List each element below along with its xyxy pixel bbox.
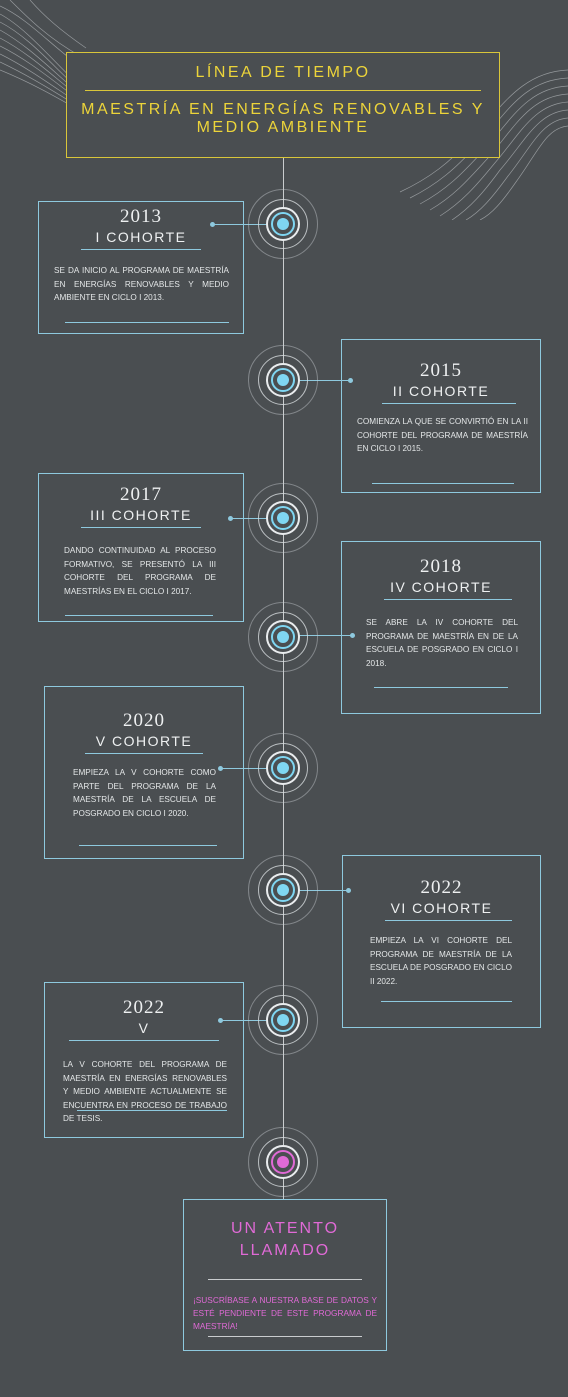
- connector-dot: [346, 888, 351, 893]
- connector-dot: [228, 516, 233, 521]
- final-call-card: [183, 1199, 387, 1351]
- connector-dot: [218, 1018, 223, 1023]
- cohort-underline: [81, 249, 201, 250]
- event-description: SE DA INICIO AL PROGRAMA DE MAESTRÍA EN ENERGÍAS RENOVABLES Y MEDIO AMBIENTE EN CICLO I 2013.: [54, 266, 229, 302]
- card-bottom-line: [65, 322, 229, 323]
- event-card-2022-v: [44, 982, 244, 1138]
- event-year: 2015: [420, 360, 462, 381]
- header-divider: [85, 90, 481, 91]
- node-ring-5: [277, 631, 289, 643]
- final-call-description: ¡SUSCRÍBASE A NUESTRA BASE DE DATOS Y ESTÉ PENDIENTE DE ESTE PROGRAMA DE MAESTRÍA!: [193, 1295, 377, 1331]
- card-bottom-line: [372, 483, 514, 484]
- event-year: 2022: [420, 877, 463, 898]
- event-cohort: VI COHORTE: [390, 900, 493, 916]
- header-box: [66, 52, 500, 158]
- node-ring-5: [277, 374, 289, 386]
- event-card-2020: [44, 686, 244, 859]
- event-year: 2018: [420, 556, 462, 577]
- event-description: LA V COHORTE DEL PROGRAMA DE MAESTRÍA EN ENERGÍAS RENOVABLES Y MEDIO AMBIENTE ACTUALMENTE SE ENCUENTRA EN PROCESO DE TRABAJO DE TESIS.: [63, 1060, 227, 1123]
- event-description: COMIENZA LA QUE SE CONVIRTIÓ EN LA II COHORTE DEL PROGRAMA DE MAESTRÍA EN CICLO I 2015.: [357, 417, 528, 453]
- node-ring-5: [277, 884, 289, 896]
- cohort-underline: [382, 403, 516, 404]
- event-cohort: I COHORTE: [95, 229, 187, 245]
- connector-dot: [218, 766, 223, 771]
- connector-dot: [210, 222, 215, 227]
- node-ring-5: [277, 1156, 289, 1168]
- event-card-2013: [38, 201, 244, 334]
- event-cohort: III COHORTE: [90, 507, 192, 523]
- event-year: 2022: [123, 997, 165, 1018]
- node-ring-5: [277, 218, 289, 230]
- event-description: DANDO CONTINUIDAD AL PROCESO FORMATIVO, SE PRESENTÓ LA III COHORTE DEL PROGRAMA DE MAESTRÍAS EN EL CICLO I 2017.: [64, 546, 216, 596]
- cohort-underline: [69, 1040, 219, 1041]
- card-bottom-line: [77, 1110, 227, 1111]
- header-title: LÍNEA DE TIEMPO: [195, 64, 371, 81]
- event-cohort: II COHORTE: [392, 383, 490, 399]
- final-card-top-line: [208, 1279, 362, 1280]
- event-cohort: V COHORTE: [95, 733, 193, 749]
- cohort-underline: [81, 527, 201, 528]
- card-bottom-line: [79, 845, 217, 846]
- node-ring-5: [277, 512, 289, 524]
- connector-dot: [348, 378, 353, 383]
- node-ring-5: [277, 1014, 289, 1026]
- event-cohort: IV COHORTE: [390, 579, 492, 595]
- node-ring-5: [277, 762, 289, 774]
- connector-dot: [350, 633, 355, 638]
- event-description: EMPIEZA LA VI COHORTE DEL PROGRAMA DE MAESTRÍA DE LA ESCUELA DE POSGRADO EN CICLO II 2022.: [370, 936, 512, 986]
- event-year: 2020: [123, 710, 165, 731]
- card-bottom-line: [381, 1001, 512, 1002]
- cohort-underline: [384, 599, 512, 600]
- card-bottom-line: [65, 615, 213, 616]
- event-year: 2017: [120, 484, 162, 505]
- final-card-bottom-line: [208, 1336, 362, 1337]
- header-subtitle: MAESTRÍA EN ENERGÍAS RENOVABLES Y MEDIO AMBIENTE: [81, 101, 485, 136]
- event-description: SE ABRE LA IV COHORTE DEL PROGRAMA DE MAESTRÍA EN DE LA ESCUELA DE POSGRADO EN CICLO I 2018.: [366, 618, 518, 668]
- event-card-2018: [341, 541, 541, 714]
- final-call-title: UN ATENTO LLAMADO: [230, 1220, 340, 1259]
- event-card-2015: [341, 339, 541, 493]
- cohort-underline: [385, 920, 512, 921]
- cohort-underline: [85, 753, 203, 754]
- event-card-2022-vi: [342, 855, 541, 1028]
- event-card-2017: [38, 473, 244, 622]
- event-cohort: V: [138, 1020, 150, 1036]
- card-bottom-line: [374, 687, 508, 688]
- event-year: 2013: [120, 206, 162, 227]
- event-description: EMPIEZA LA V COHORTE COMO PARTE DEL PROGRAMA DE LA MAESTRÍA DE LA ESCUELA DE POSGRADO EN CICLO I 2020.: [73, 768, 216, 818]
